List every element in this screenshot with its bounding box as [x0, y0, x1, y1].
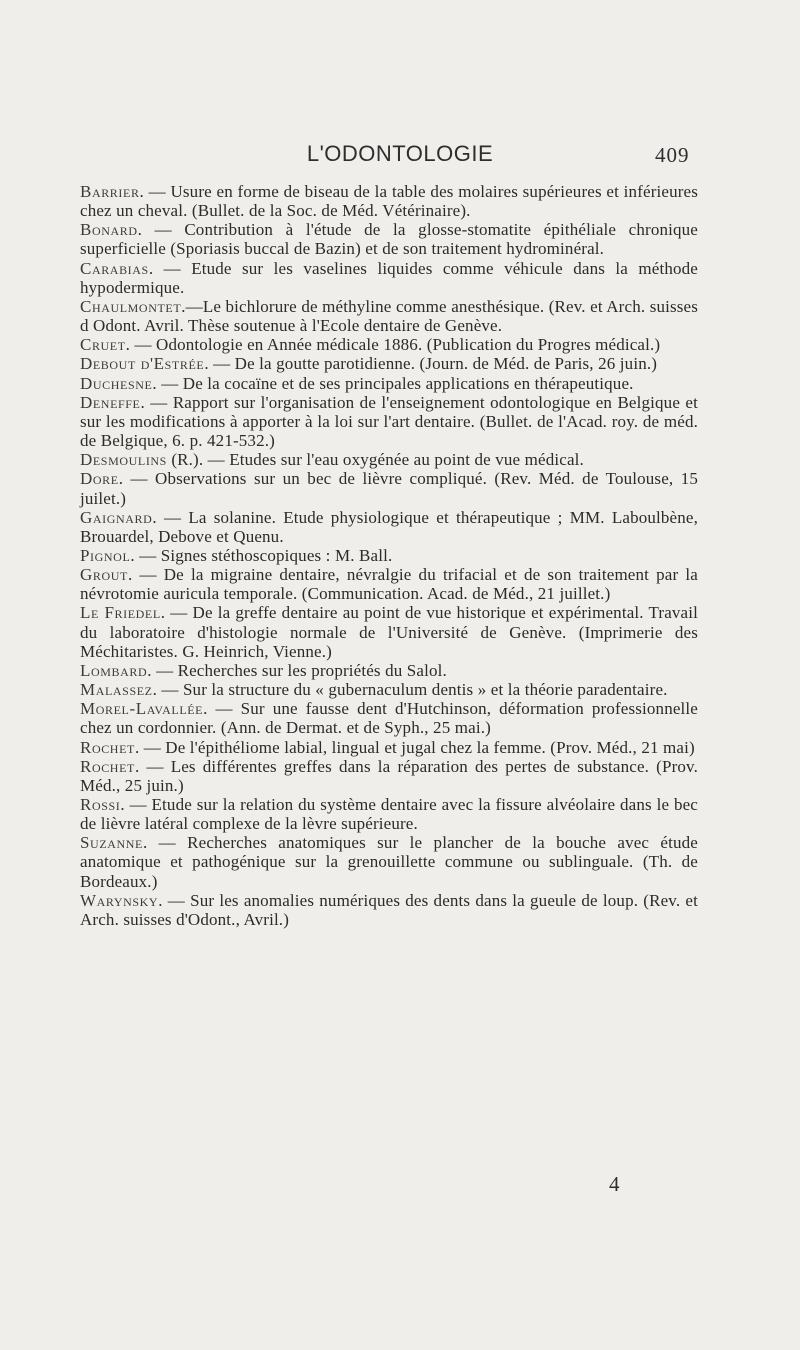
entry-text: . — La solanine. Etude physiologique et thérapeutique ; MM. Laboulbène, Brouardel, Debove et Quenu. — [80, 507, 698, 546]
entry-author: Morel-Lavallée — [80, 699, 204, 719]
running-title: L'ODONTOLOGIE — [306, 141, 494, 166]
entry-text: . — Recherches sur les propriétés du Salol. — [147, 660, 447, 680]
entry-author: Pignol — [80, 545, 131, 565]
entry-author: Grout — [80, 565, 128, 585]
entry-author: Warynsky — [80, 890, 159, 910]
bibliography-entry — [80, 450, 698, 469]
entry-author: Malassez — [80, 680, 153, 700]
bibliography-entry — [80, 795, 698, 833]
entry-text: (R.). — Etudes sur l'eau oxygénée au point de vue médical. — [166, 450, 584, 470]
entry-text: . — Rapport sur l'organisation de l'enseignement odontologique en Belgique et sur les modifications à apporter à la loi sur l'art dentaire. (Bullet. de l'Acad. roy. de méd. de Belgique, 6. p. 421-532.) — [80, 392, 698, 451]
bibliography-entry — [80, 469, 698, 507]
bibliography-list — [80, 182, 698, 929]
entry-author: Duchesne — [80, 373, 153, 393]
entry-author: Rochet — [80, 737, 135, 757]
entry-text: . — De la goutte parotidienne. (Journ. de Méd. de Paris, 26 juin.) — [204, 354, 658, 374]
entry-text: . — De l'épithéliome labial, lingual et jugal chez la femme. (Prov. Méd., 21 mai) — [134, 737, 695, 757]
bibliography-entry — [80, 699, 698, 737]
bibliography-entry — [80, 738, 698, 757]
entry-text: . — Recherches anatomiques sur le plancher de la bouche avec étude anatomique et pathogénique sur la grenouillette commune ou sublinguale. (Th. de Bordeaux.) — [80, 833, 698, 891]
entry-author: Dore — [80, 469, 119, 489]
entry-author: Rossi — [80, 795, 121, 814]
bibliography-entry — [80, 603, 698, 660]
entry-text: . — Sur la structure du « gubernaculum dentis » et la théorie paradentaire. — [152, 680, 668, 700]
entry-author: Desmoulins — [80, 450, 167, 470]
bibliography-entry — [80, 546, 698, 565]
page-header — [0, 141, 800, 171]
bibliography-entry — [80, 182, 698, 220]
entry-author: Carabias — [80, 258, 149, 278]
entry-author: Cruet — [80, 335, 126, 355]
entry-author: Le Friedel — [80, 603, 161, 623]
entry-author: Chaulmontet — [80, 296, 182, 316]
bibliography-entry — [80, 259, 698, 297]
entry-author: Barrier — [80, 182, 140, 201]
entry-text: . — Etude sur la relation du système dentaire avec la fissure alvéolaire dans le bec de lièvre latéral complexe de la lèvre supérieure. — [80, 795, 698, 834]
bibliography-entry — [80, 393, 698, 450]
entry-text: . — De la greffe dentaire au point de vue historique et expérimental. Travail du laboratoire d'histologie normale de l'Université de Genève. (Imprimerie des Méchitaristes. G. Heinrich, Vienne.) — [80, 603, 698, 661]
entry-author: Suzanne — [80, 833, 143, 853]
bibliography-entry — [80, 335, 698, 354]
entry-text: . — Sur une fausse dent d'Hutchinson, déformation professionnelle chez un cordonnier. (Ann. de Dermat. et de Syph., 25 mai.) — [80, 699, 698, 738]
entry-text: . — De la cocaïne et de ses principales applications en thérapeutique. — [152, 373, 634, 393]
bibliography-entry — [80, 661, 698, 680]
bibliography-entry — [80, 757, 698, 795]
entry-author: Gaignard — [80, 507, 153, 527]
entry-text: . — Contribution à l'étude de la glosse-stomatite épithéliale chronique superficielle (Sporiasis buccal de Bazin) et de son traitement hydrominéral. — [80, 220, 698, 259]
page-number: 409 — [655, 143, 690, 167]
bibliography-entry — [80, 508, 698, 546]
bibliography-entry — [80, 565, 698, 603]
entry-text: . — Sur les anomalies numériques des dents dans la gueule de loup. (Rev. et Arch. suisses d'Odont., Avril.) — [80, 890, 698, 929]
entry-author: Lombard — [80, 660, 148, 680]
entry-text: . — De la migraine dentaire, névralgie du trifacial et de son traitement par la névrotomie auricula temporale. (Communication. Acad. de Méd., 21 juillet.) — [80, 565, 698, 604]
bibliography-entry — [80, 374, 698, 393]
bibliography-entry — [80, 297, 698, 335]
entry-text: . — Odontologie en Année médicale 1886. (Publication du Progres médical.) — [125, 335, 661, 355]
bibliography-entry — [80, 220, 698, 258]
entry-author: Rochet — [80, 756, 135, 776]
entry-author: Bonard — [80, 220, 138, 240]
entry-author: Deneffe — [80, 392, 141, 412]
entry-text: .—Le bichlorure de méthyline comme anesthésique. (Rev. et Arch. suisses d Odont. Avril. Thèse soutenue à l'Ecole dentaire de Genève. — [80, 296, 698, 336]
signature-mark: 4 — [609, 1172, 620, 1196]
entry-text: . — Observations sur un bec de lièvre compliqué. (Rev. Méd. de Toulouse, 15 juilet.) — [80, 469, 698, 508]
bibliography-entry — [80, 891, 698, 929]
entry-text: . — Signes stéthoscopiques : M. Ball. — [130, 545, 393, 565]
entry-text: . — Usure en forme de biseau de la table des molaires supérieures et inférieures chez un cheval. (Bullet. de la Soc. de Méd. Vétérinaire). — [80, 182, 698, 221]
entry-text: . — Etude sur les vaselines liquides comme véhicule dans la méthode hypodermique. — [80, 258, 698, 297]
entry-author: Debout d'Estrée — [80, 354, 205, 374]
bibliography-entry — [80, 354, 698, 373]
bibliography-entry — [80, 680, 698, 699]
entry-text: . — Les différentes greffes dans la réparation des pertes de substance. (Prov. Méd., 25 juin.) — [80, 756, 698, 795]
bibliography-entry — [80, 833, 698, 890]
